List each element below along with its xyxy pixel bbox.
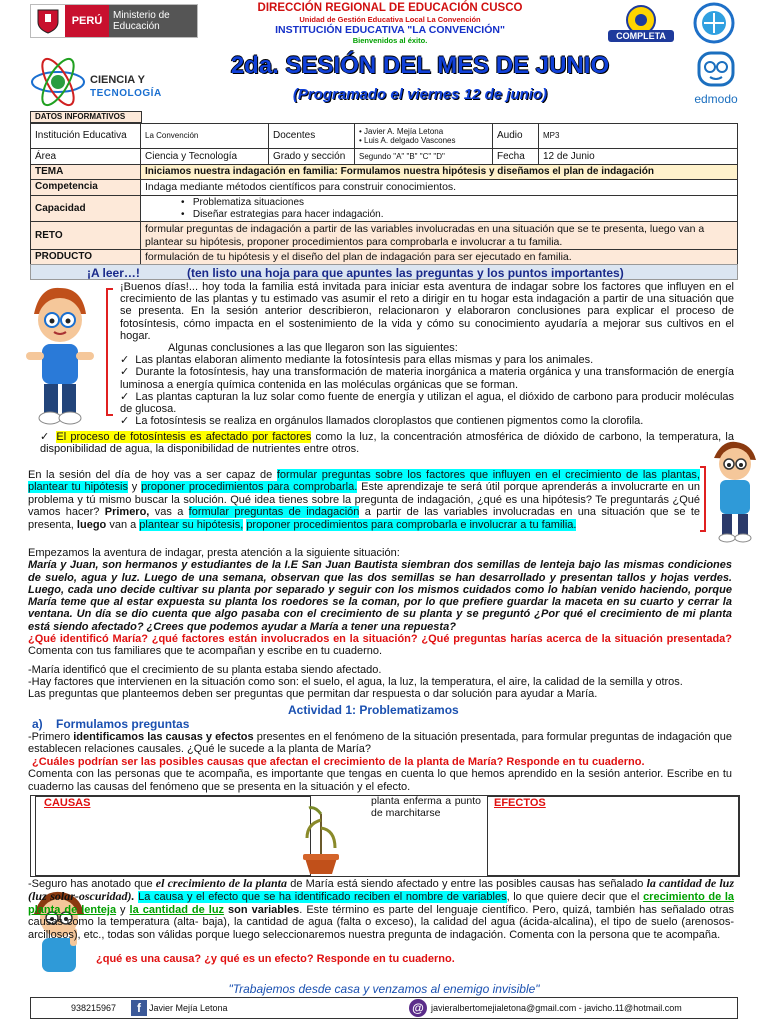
- welcome-text: Bienvenidos al éxito.: [352, 35, 428, 45]
- conclusion-1: ✓ Las plantas elaboran alimento mediante la fotosíntesis para ellas mismas y para los animales.: [120, 354, 734, 366]
- activity-p1: -Primero identificamos las causas y efectos presentes en el fenómeno de la situación presentada, para formular preguntas de indagación que establecen relaciones causales. ¿Qué le sucede a la planta de María?: [28, 731, 732, 756]
- footer-phone: 938215967: [71, 1002, 117, 1013]
- footer-email[interactable]: javieralbertomejialetona@gmail.com - javicho.11@hotmail.com: [431, 1002, 682, 1013]
- today-text-a: En la sesión del día de hoy vas a ser capaz de: [28, 469, 277, 481]
- conclusion-5-rest: como la luz, la concentración atmosférica de dióxido de carbono, la temperatura, la disponibilidad de agua, la disponibilidad de nutrientes entre otros.: [40, 431, 734, 456]
- footer-bar: [30, 997, 738, 1019]
- ugel-title: Unidad de Gestión Educativa Local La Convención: [299, 14, 481, 24]
- situation-story: María y Juan, son hermanos y estudiantes de la I.E San Juan Bautista siembran dos semillas de lenteja bajo las mismas condiciones de suelo, agua y luz. Luego de una semana, observan que las dos semillas se han desarrollado y presentan tallos y hojas verdes. Luego, cada uno decide cultivar su planta por separado y seguir con los mismos cuidados como lo habían venido haciendo, porque María teme que al estar expuesta su planta los roedores se la coman, por lo que prefiere guardar la maceta en su cuarto y cerrar la ventana. Un día se dio cuenta que algo pasaba con el crecimiento de su planta y se preguntó ¿Por qué el crecimiento de mi planta está siendo afectado? ¿Crees que podemos ayudar a María a tener una repuesta?: [28, 559, 732, 633]
- institucion-value: La Convención: [141, 124, 269, 149]
- institution-title: INSTITUCIÓN EDUCATIVA "LA CONVENCIÓN": [275, 24, 505, 37]
- conclusion-2: ✓ Durante la fotosíntesis, hay una transformación de materia inorgánica a materia orgánica y una transformación de energía luminosa a energía química contenida en las moléculas orgánicas que se forman.: [120, 366, 734, 390]
- edmodo-logo: [688, 50, 744, 108]
- intro-paragraph: ¡Buenos días!... hoy toda la familia está invitada para iniciar esta aventura de indagar sobre los factores que influyen en el crecimiento de las plantas y tu estimado vas asumir el reto a dirigir en tu hogar esta indagación a partir de una situación que se presenta. En la sesión anterior describieron, relacionaron y elaboraron conclusiones para explicar el proceso de fotosíntesis, cómo impacta en el sostenimiento de la vida y cómo su conocimiento ayudaría a mejorar sus cultivos en el hogar.: [120, 281, 734, 342]
- docentes-label: Docentes: [269, 124, 355, 149]
- docentes-value: • Javier A. Mejía Letona • Luis A. delgado Vascones: [355, 124, 493, 149]
- datos-informativos-label: DATOS INFORMATIVOS: [30, 111, 142, 123]
- conclusion-3: ✓ Las plantas capturan la luz solar como fuente de energía y utilizan el agua, el dióxido de carbono para producir moléculas de glucosa.: [120, 391, 734, 415]
- footer-motto: "Trabajemos desde casa y venzamos al enemigo invisible": [228, 982, 540, 996]
- today-text-j: a partir de las variables involucradas en una situación que se te presenta,: [28, 506, 700, 531]
- today-primero: Primero,: [104, 506, 150, 519]
- today-text-h: vas a: [149, 506, 189, 519]
- activity-p2: Comenta con las personas que te acompaña, es importante que tengas en cuenta lo que hemos aprendido en la sesión anterior. Escribe en tu cuaderno las causas del fenómeno que se presenta en la situación y el efecto.: [28, 768, 732, 793]
- read-banner-right: (ten listo una hoja para que apuntes las preguntas y los puntos importantes): [187, 266, 624, 280]
- fecha-value: 12 de Junio: [539, 149, 738, 165]
- edmodo-label: edmodo: [694, 91, 738, 106]
- causes-effects-table: [30, 795, 740, 877]
- intro-block: [120, 281, 734, 427]
- causes-effects-bold: identificamos las causas y efectos: [73, 731, 254, 743]
- grado-value: Segundo "A" "B" "C" "D": [355, 149, 493, 165]
- capacidad-2: Diseñar estrategias para hacer indagación.: [192, 208, 384, 220]
- variables-light: la cantidad de luz (luz solar-oscuridad).: [28, 876, 734, 904]
- audio-value: MP3: [539, 124, 738, 149]
- today-text-f: Este aprendizaje te será útil porque aprenderás a involucrarte en un problema y tú mismo buscar la solución. Qué idea tienes sobre la pregunta de indagación, ¿qué es una hipótesis? Te preguntarás ¿Qué vamos hacer?: [28, 481, 700, 519]
- read-banner-left: ¡A leer…!: [87, 266, 140, 280]
- fecha-label: Fecha: [493, 149, 539, 165]
- causas-label: CAUSAS: [44, 797, 91, 809]
- institucion-label: Institución Educativa: [31, 124, 141, 149]
- footer-fb-name[interactable]: Javier Mejía Letona: [149, 1002, 228, 1013]
- session-title: 2da. SESIÓN DEL MES DE JUNIO: [230, 52, 610, 79]
- causas-cell: [35, 796, 311, 876]
- tema-value: Iniciamos nuestra indagación en familia: Formulamos nuestra hipótesis y diseñamos el plan de indagación: [141, 165, 738, 180]
- peru-shield-icon: [31, 5, 65, 37]
- variables-block: -Seguro has anotado que el crecimiento de la planta de María está siendo afectado y entre las posibles causas has señalado la cantidad de luz (luz solar-oscuridad). La causa y el efecto que se ha identificado reciben el nombre de variables, lo que quiere decir que el crecimiento de la planta de lenteja y la cantidad de luz son variables. Este término es parte del lenguaje científico. Pero, quizá, también has señalado otras causas como la temperatura (alta- baja), la cantidad de agua (falta o exceso), la calidad del agua (ácida-alcalina), el tipo de suelo (arenosos-arcillosos), etc., todas son válidas porque luego seleccionaremos nuestra pregunta de indagación. Comenta con la persona que te acompaña.: [28, 876, 735, 941]
- today-text-d: y: [127, 481, 142, 494]
- session-subtitle: (Programado el viernes 12 de junio): [292, 86, 548, 103]
- today-paragraph: [28, 469, 700, 531]
- science-logo-line2: TECNOLOGÍA: [90, 88, 162, 99]
- activity-sub-title: Formulamos preguntas: [56, 717, 190, 731]
- edmodo-icon: [696, 50, 736, 88]
- answer-2: -Hay factores que intervienen en la situación como son: el suelo, el agua, la luz, la temperatura, el aire, la calidad de la semilla y otros.: [28, 675, 683, 688]
- variable-light-green: la cantidad de luz: [129, 903, 225, 916]
- email-icon: @: [409, 999, 427, 1017]
- competencia-label: Competencia: [31, 179, 141, 195]
- variables-question: ¿qué es una causa? ¿y qué es un efecto? Responde en tu cuaderno.: [96, 953, 455, 965]
- variables-definition-highlight: La causa y el efecto que se ha identificado reciben el nombre de variables: [138, 891, 507, 904]
- ministry-label: Ministerio de Educación: [109, 5, 197, 37]
- today-hl-involucrar: proponer procedimientos para comprobarla e involucrar a tu familia.: [246, 518, 577, 531]
- conclusion-4: ✓ La fotosíntesis se realiza en orgánulos llamados cloroplastos que contienen pigmentos como la clorofila.: [120, 415, 734, 427]
- answer-1: -María identificó que el crecimiento de su planta estaba siendo afectado.: [28, 663, 382, 676]
- conclusion-5-highlight: El proceso de fotosíntesis es afectado por factores: [56, 431, 312, 443]
- jec-badge-label: COMPLETA: [616, 31, 666, 41]
- situation-questions: [28, 633, 732, 658]
- activity-title: Actividad 1: Problematizamos: [288, 703, 459, 717]
- today-bracket: [700, 466, 706, 532]
- today-hl-proponer: proponer procedimientos para comprobarla.: [141, 481, 358, 494]
- docente-1: Javier A. Mejía Letona: [364, 126, 444, 136]
- producto-label: PRODUCTO: [31, 250, 141, 265]
- efectos-label: EFECTOS: [494, 797, 546, 809]
- capacidad-value: • Problematiza situaciones • Diseñar estrategias para hacer indagación.: [141, 195, 738, 222]
- jec-badge: [608, 4, 674, 44]
- dre-title: DIRECCIÓN REGIONAL DE EDUCACIÓN CUSCO: [257, 2, 523, 14]
- activity-block: [28, 731, 732, 793]
- area-label: Área: [31, 149, 141, 165]
- science-logo-line1: CIENCIA Y: [90, 74, 146, 86]
- reto-label: RETO: [31, 222, 141, 250]
- today-hl-plantear: plantear su hipótesis,: [139, 518, 244, 531]
- tema-label: TEMA: [31, 165, 141, 180]
- answer-3: Las preguntas que planteemos deben ser preguntas que permitan dar respuesta o dar solución para ayudar a María.: [28, 688, 598, 701]
- situation-block: [28, 547, 732, 701]
- school-seal: [690, 2, 738, 44]
- producto-value: formulación de tu hipótesis y el diseño del plan de indagación para ser ejecutado en familia.: [141, 250, 738, 265]
- today-text-l: van a: [106, 518, 140, 531]
- capacidad-label: Capacidad: [31, 195, 141, 222]
- audio-label: Audio: [493, 124, 539, 149]
- area-value: Ciencia y Tecnología: [141, 149, 269, 165]
- boy-reading-illustration: [16, 284, 102, 428]
- capacidad-1: Problematiza situaciones: [192, 196, 305, 208]
- peru-ministry-logo: [30, 4, 198, 38]
- facebook-icon: f: [131, 1000, 147, 1016]
- info-table: [30, 123, 738, 266]
- grado-label: Grado y sección: [269, 149, 355, 165]
- situation-questions-red: ¿Qué identificó María? ¿qué factores están involucrados en la situación? ¿Qué preguntas harías acerca de la situación presentada?: [28, 633, 732, 646]
- middle-text: planta enferma a punto de marchitarse: [371, 795, 481, 819]
- variables-plant-growth: el crecimiento de la planta: [155, 876, 287, 890]
- situation-questions-tail: Comenta con tus familiares que te acompañan y escribe en tu cuaderno.: [28, 645, 383, 658]
- today-hl-formular: formular preguntas sobre los factores que influyen en el crecimiento de las plantas,: [276, 469, 700, 481]
- competencia-value: Indaga mediante métodos científicos para construir conocimientos.: [141, 179, 738, 195]
- read-banner: [30, 264, 738, 280]
- activity-question: ¿Cuáles podrían ser las posibles causas que afectan el crecimiento de la planta de María? Responde en tu cuaderno.: [32, 755, 645, 768]
- science-technology-logo: [28, 52, 198, 110]
- today-luego: luego: [76, 518, 107, 531]
- efectos-cell: [487, 796, 739, 876]
- activity-subtitle: [32, 717, 189, 731]
- variable-growth-green: crecimiento de la planta de lenteja: [28, 891, 735, 916]
- today-hl-hipotesis: plantear tu hipótesis: [28, 481, 128, 494]
- intro-bracket: [106, 288, 113, 416]
- peru-label: PERÚ: [65, 5, 109, 37]
- conclusions-lead: Algunas conclusiones a las que llegaron son las siguientes:: [168, 342, 458, 355]
- conclusion-5: [40, 431, 734, 455]
- plant-image: [299, 800, 343, 876]
- boy-thinking-illustration: [708, 438, 760, 544]
- header-center: [200, 2, 580, 46]
- activity-sub-letter: a): [32, 717, 43, 731]
- today-hl-preguntas: formular preguntas de indagación: [188, 506, 360, 519]
- situation-lead: Empezamos la aventura de indagar, presta atención a la siguiente situación:: [28, 547, 400, 559]
- reto-value: formular preguntas de indagación a partir de las variables involucradas en una situación que se te presenta, luego van a plantear su hipótesis, proponer procedimientos para comprobarla e involucrar a tu familia.: [141, 222, 738, 250]
- variables-bold: son variables: [228, 903, 300, 916]
- docente-2: Luis A. delgado Vascones: [364, 136, 456, 145]
